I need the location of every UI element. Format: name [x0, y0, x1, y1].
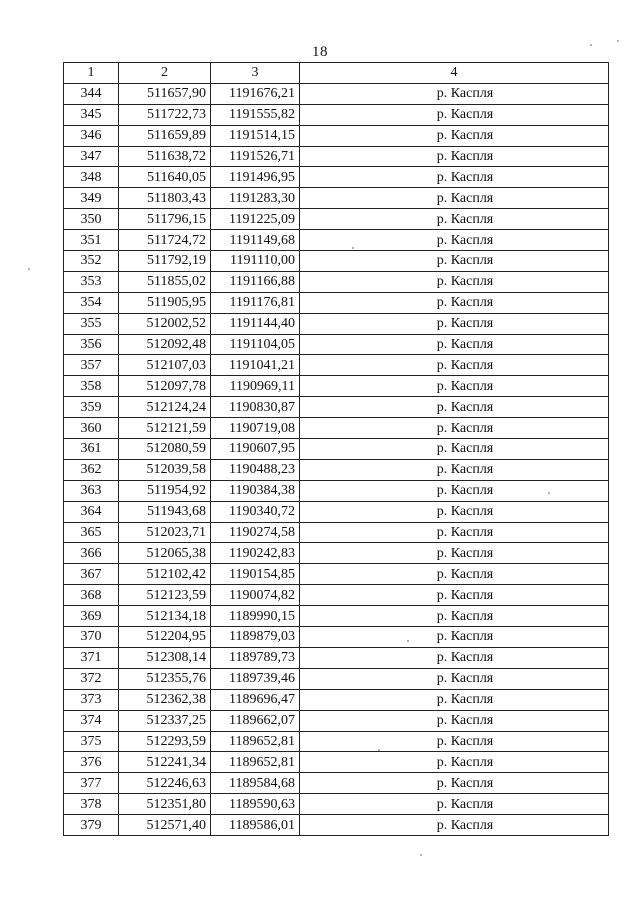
- coordinate-y-cell: 1191144,40: [211, 313, 300, 334]
- location-name-cell: р. Каспля: [300, 564, 609, 585]
- coordinate-y-cell: 1189879,03: [211, 627, 300, 648]
- coordinate-x-cell: 511724,72: [119, 230, 211, 251]
- coordinate-x-cell: 511638,72: [119, 146, 211, 167]
- coordinate-x-cell: 511792,19: [119, 251, 211, 272]
- point-number-cell: 356: [64, 334, 119, 355]
- location-name-cell: р. Каспля: [300, 773, 609, 794]
- coordinate-x-cell: 512351,80: [119, 794, 211, 815]
- point-number-cell: 354: [64, 292, 119, 313]
- location-name-cell: р. Каспля: [300, 668, 609, 689]
- point-number-cell: 351: [64, 230, 119, 251]
- coordinate-y-cell: 1191225,09: [211, 209, 300, 230]
- point-number-cell: 366: [64, 543, 119, 564]
- location-name-cell: р. Каспля: [300, 627, 609, 648]
- point-number-cell: 364: [64, 501, 119, 522]
- coordinate-x-cell: 512002,52: [119, 313, 211, 334]
- location-name-cell: р. Каспля: [300, 209, 609, 230]
- table-row: [64, 355, 609, 376]
- location-name-cell: р. Каспля: [300, 83, 609, 104]
- location-name-cell: р. Каспля: [300, 480, 609, 501]
- coordinate-y-cell: 1191166,88: [211, 271, 300, 292]
- coordinate-y-cell: 1191514,15: [211, 125, 300, 146]
- coordinate-x-cell: 512097,78: [119, 376, 211, 397]
- table-row: [64, 104, 609, 125]
- coordinate-y-cell: 1191041,21: [211, 355, 300, 376]
- coordinate-y-cell: 1189590,63: [211, 794, 300, 815]
- coordinate-x-cell: 511855,02: [119, 271, 211, 292]
- coordinate-x-cell: 511659,89: [119, 125, 211, 146]
- point-number-cell: 377: [64, 773, 119, 794]
- scan-speck: [420, 854, 422, 856]
- location-name-cell: р. Каспля: [300, 794, 609, 815]
- location-name-cell: р. Каспля: [300, 606, 609, 627]
- table-row: [64, 251, 609, 272]
- point-number-cell: 346: [64, 125, 119, 146]
- location-name-cell: р. Каспля: [300, 188, 609, 209]
- coordinate-x-cell: 512102,42: [119, 564, 211, 585]
- coordinate-y-cell: 1189990,15: [211, 606, 300, 627]
- point-number-cell: 348: [64, 167, 119, 188]
- table-row: [64, 83, 609, 104]
- point-number-cell: 378: [64, 794, 119, 815]
- table-row: [64, 668, 609, 689]
- table-row: [64, 292, 609, 313]
- coordinate-x-cell: 512241,34: [119, 752, 211, 773]
- location-name-cell: р. Каспля: [300, 752, 609, 773]
- header-column-2: 2: [119, 63, 211, 84]
- coordinate-y-cell: 1190154,85: [211, 564, 300, 585]
- point-number-cell: 362: [64, 459, 119, 480]
- point-number-cell: 347: [64, 146, 119, 167]
- coordinate-y-cell: 1191496,95: [211, 167, 300, 188]
- table-row: [64, 397, 609, 418]
- table-row: [64, 376, 609, 397]
- coordinates-table: [63, 62, 609, 836]
- coordinate-y-cell: 1189696,47: [211, 689, 300, 710]
- table-row: [64, 480, 609, 501]
- coordinate-x-cell: 511943,68: [119, 501, 211, 522]
- point-number-cell: 358: [64, 376, 119, 397]
- table-row: [64, 439, 609, 460]
- location-name-cell: р. Каспля: [300, 167, 609, 188]
- point-number-cell: 363: [64, 480, 119, 501]
- table-row: [64, 209, 609, 230]
- coordinate-y-cell: 1189652,81: [211, 731, 300, 752]
- coordinate-y-cell: 1190719,08: [211, 418, 300, 439]
- table-row: [64, 773, 609, 794]
- coordinate-y-cell: 1190274,58: [211, 522, 300, 543]
- coordinate-x-cell: 511803,43: [119, 188, 211, 209]
- table-row: [64, 585, 609, 606]
- table-row: [64, 230, 609, 251]
- coordinate-y-cell: 1190384,38: [211, 480, 300, 501]
- table-header-row: [64, 63, 609, 84]
- coordinate-x-cell: 512337,25: [119, 710, 211, 731]
- location-name-cell: р. Каспля: [300, 125, 609, 146]
- coordinate-x-cell: 511796,15: [119, 209, 211, 230]
- table-row: [64, 543, 609, 564]
- location-name-cell: р. Каспля: [300, 459, 609, 480]
- coordinate-y-cell: 1189584,68: [211, 773, 300, 794]
- coordinate-y-cell: 1190830,87: [211, 397, 300, 418]
- location-name-cell: р. Каспля: [300, 146, 609, 167]
- table-row: [64, 815, 609, 836]
- coordinate-x-cell: 512065,38: [119, 543, 211, 564]
- coordinate-y-cell: 1189789,73: [211, 647, 300, 668]
- coordinate-y-cell: 1191555,82: [211, 104, 300, 125]
- coordinate-y-cell: 1190242,83: [211, 543, 300, 564]
- table-row: [64, 606, 609, 627]
- coordinate-y-cell: 1189739,46: [211, 668, 300, 689]
- location-name-cell: р. Каспля: [300, 543, 609, 564]
- table-row: [64, 794, 609, 815]
- point-number-cell: 352: [64, 251, 119, 272]
- header-column-1: 1: [64, 63, 119, 84]
- table-row: [64, 647, 609, 668]
- scan-speck: [548, 492, 550, 494]
- point-number-cell: 375: [64, 731, 119, 752]
- coordinate-y-cell: 1190074,82: [211, 585, 300, 606]
- location-name-cell: р. Каспля: [300, 292, 609, 313]
- location-name-cell: р. Каспля: [300, 815, 609, 836]
- location-name-cell: р. Каспля: [300, 501, 609, 522]
- header-column-3: 3: [211, 63, 300, 84]
- scan-speck: [378, 749, 380, 751]
- point-number-cell: 371: [64, 647, 119, 668]
- table-row: [64, 125, 609, 146]
- table-row: [64, 752, 609, 773]
- point-number-cell: 374: [64, 710, 119, 731]
- location-name-cell: р. Каспля: [300, 313, 609, 334]
- table-row: [64, 146, 609, 167]
- coordinate-y-cell: 1191149,68: [211, 230, 300, 251]
- location-name-cell: р. Каспля: [300, 689, 609, 710]
- coordinate-x-cell: 512039,58: [119, 459, 211, 480]
- location-name-cell: р. Каспля: [300, 710, 609, 731]
- location-name-cell: р. Каспля: [300, 230, 609, 251]
- point-number-cell: 350: [64, 209, 119, 230]
- table-row: [64, 459, 609, 480]
- coordinate-x-cell: 511657,90: [119, 83, 211, 104]
- coordinate-x-cell: 511905,95: [119, 292, 211, 313]
- coordinate-y-cell: 1191676,21: [211, 83, 300, 104]
- coordinate-x-cell: 512092,48: [119, 334, 211, 355]
- table-row: [64, 501, 609, 522]
- point-number-cell: 349: [64, 188, 119, 209]
- point-number-cell: 370: [64, 627, 119, 648]
- point-number-cell: 372: [64, 668, 119, 689]
- coordinate-x-cell: 512134,18: [119, 606, 211, 627]
- coordinate-y-cell: 1189586,01: [211, 815, 300, 836]
- coordinate-x-cell: 512123,59: [119, 585, 211, 606]
- location-name-cell: р. Каспля: [300, 271, 609, 292]
- scan-speck: [617, 40, 619, 42]
- location-name-cell: р. Каспля: [300, 585, 609, 606]
- location-name-cell: р. Каспля: [300, 397, 609, 418]
- coordinate-y-cell: 1190607,95: [211, 439, 300, 460]
- coordinate-y-cell: 1191526,71: [211, 146, 300, 167]
- scan-speck: [590, 44, 592, 46]
- page-number: 18: [312, 44, 328, 60]
- table-row: [64, 418, 609, 439]
- scan-speck: [407, 640, 409, 642]
- table-row: [64, 522, 609, 543]
- location-name-cell: р. Каспля: [300, 522, 609, 543]
- coordinate-y-cell: 1191176,81: [211, 292, 300, 313]
- coordinate-x-cell: 511722,73: [119, 104, 211, 125]
- coordinate-x-cell: 512293,59: [119, 731, 211, 752]
- coordinate-y-cell: 1190340,72: [211, 501, 300, 522]
- location-name-cell: р. Каспля: [300, 355, 609, 376]
- coordinate-x-cell: 512362,38: [119, 689, 211, 710]
- scan-speck: [28, 268, 30, 270]
- coordinate-x-cell: 512121,59: [119, 418, 211, 439]
- table-row: [64, 564, 609, 585]
- point-number-cell: 368: [64, 585, 119, 606]
- point-number-cell: 344: [64, 83, 119, 104]
- coordinate-x-cell: 512308,14: [119, 647, 211, 668]
- point-number-cell: 373: [64, 689, 119, 710]
- coordinate-x-cell: 511954,92: [119, 480, 211, 501]
- point-number-cell: 367: [64, 564, 119, 585]
- table-row: [64, 271, 609, 292]
- coordinate-y-cell: 1189652,81: [211, 752, 300, 773]
- location-name-cell: р. Каспля: [300, 439, 609, 460]
- location-name-cell: р. Каспля: [300, 647, 609, 668]
- table-row: [64, 627, 609, 648]
- point-number-cell: 345: [64, 104, 119, 125]
- coordinate-x-cell: 512204,95: [119, 627, 211, 648]
- location-name-cell: р. Каспля: [300, 334, 609, 355]
- table-row: [64, 689, 609, 710]
- point-number-cell: 365: [64, 522, 119, 543]
- table-row: [64, 731, 609, 752]
- location-name-cell: р. Каспля: [300, 376, 609, 397]
- coordinate-x-cell: 512107,03: [119, 355, 211, 376]
- point-number-cell: 379: [64, 815, 119, 836]
- coordinate-y-cell: 1189662,07: [211, 710, 300, 731]
- location-name-cell: р. Каспля: [300, 418, 609, 439]
- coordinate-x-cell: 511640,05: [119, 167, 211, 188]
- table-row: [64, 334, 609, 355]
- point-number-cell: 353: [64, 271, 119, 292]
- point-number-cell: 361: [64, 439, 119, 460]
- point-number-cell: 355: [64, 313, 119, 334]
- point-number-cell: 359: [64, 397, 119, 418]
- point-number-cell: 360: [64, 418, 119, 439]
- point-number-cell: 369: [64, 606, 119, 627]
- coordinate-x-cell: 512571,40: [119, 815, 211, 836]
- coordinate-x-cell: 512355,76: [119, 668, 211, 689]
- table-row: [64, 167, 609, 188]
- location-name-cell: р. Каспля: [300, 104, 609, 125]
- table-body: [64, 83, 609, 835]
- point-number-cell: 357: [64, 355, 119, 376]
- location-name-cell: р. Каспля: [300, 731, 609, 752]
- point-number-cell: 376: [64, 752, 119, 773]
- location-name-cell: р. Каспля: [300, 251, 609, 272]
- table-row: [64, 710, 609, 731]
- coordinate-x-cell: 512080,59: [119, 439, 211, 460]
- coordinate-y-cell: 1190488,23: [211, 459, 300, 480]
- coordinate-x-cell: 512124,24: [119, 397, 211, 418]
- coordinate-x-cell: 512246,63: [119, 773, 211, 794]
- table-row: [64, 188, 609, 209]
- table-row: [64, 313, 609, 334]
- coordinate-x-cell: 512023,71: [119, 522, 211, 543]
- coordinate-y-cell: 1191283,30: [211, 188, 300, 209]
- coordinate-y-cell: 1190969,11: [211, 376, 300, 397]
- scan-speck: [352, 247, 354, 249]
- header-column-4: 4: [300, 63, 609, 84]
- coordinate-y-cell: 1191110,00: [211, 251, 300, 272]
- coordinate-y-cell: 1191104,05: [211, 334, 300, 355]
